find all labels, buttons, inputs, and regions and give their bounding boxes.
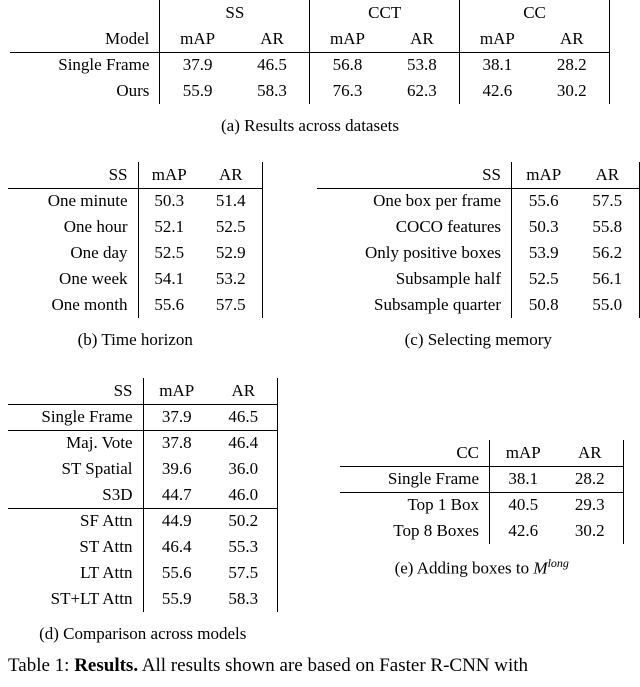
column-header: mAP bbox=[310, 26, 385, 52]
group-header-row bbox=[10, 0, 610, 26]
table-row bbox=[8, 266, 262, 292]
cell-value: 53.9 bbox=[512, 240, 576, 266]
cell-value: 56.1 bbox=[576, 266, 640, 292]
section-table-d bbox=[8, 378, 278, 644]
row-label: One minute bbox=[47, 191, 128, 211]
table-row bbox=[317, 240, 640, 266]
table-row bbox=[8, 214, 262, 240]
cell-value: 46.0 bbox=[210, 482, 277, 508]
cell-value: 44.9 bbox=[143, 508, 210, 534]
group-header: CC bbox=[460, 0, 610, 26]
table-row bbox=[8, 456, 277, 482]
cell-value: 55.6 bbox=[143, 560, 210, 586]
column-header-row bbox=[340, 440, 624, 466]
caption-bold-word: Results. bbox=[74, 655, 139, 676]
cell-value: 40.5 bbox=[490, 492, 557, 518]
table-row bbox=[8, 586, 277, 612]
label-header: SS bbox=[8, 378, 143, 404]
row-label: COCO features bbox=[395, 217, 501, 236]
group-header: CCT bbox=[310, 0, 460, 26]
section-table-e bbox=[340, 440, 625, 644]
table-row bbox=[10, 52, 610, 78]
cell-value: 44.7 bbox=[143, 482, 210, 508]
table-row bbox=[8, 560, 277, 586]
cell-value: 58.3 bbox=[210, 586, 277, 612]
cell-value: 46.5 bbox=[210, 404, 277, 430]
row-label: ST+LT Attn bbox=[50, 589, 133, 608]
cell-value: 42.6 bbox=[460, 78, 535, 104]
cell-value: 55.6 bbox=[512, 188, 576, 214]
cell-value: 57.5 bbox=[200, 292, 262, 318]
results-table-a bbox=[10, 0, 610, 104]
row-label: One week bbox=[59, 269, 128, 288]
table-row bbox=[8, 188, 262, 214]
group-header: SS bbox=[160, 0, 310, 26]
row-label: Top 1 Box bbox=[407, 495, 479, 515]
row-label: One box per frame bbox=[373, 191, 501, 211]
cell-value: 50.8 bbox=[512, 292, 576, 318]
cell-value: 58.3 bbox=[257, 81, 287, 100]
label-header: SS bbox=[8, 162, 138, 188]
column-header-row bbox=[317, 162, 640, 188]
table-row bbox=[8, 482, 277, 508]
cell-value: 28.2 bbox=[557, 466, 624, 492]
cell-value: 38.1 bbox=[460, 52, 535, 78]
column-header: AR bbox=[576, 162, 640, 188]
cell-value: 30.2 bbox=[535, 78, 610, 104]
row-label: Single Frame bbox=[58, 55, 150, 75]
cell-value: 50.3 bbox=[512, 214, 576, 240]
column-header: AR bbox=[385, 26, 460, 52]
table-e-caption bbox=[340, 556, 625, 579]
main-table-caption bbox=[0, 654, 640, 678]
section-table-a bbox=[10, 0, 610, 136]
table-row bbox=[340, 492, 624, 518]
row-label: Only positive boxes bbox=[365, 243, 501, 262]
cell-value: 55.9 bbox=[143, 586, 210, 612]
cell-value: 57.5 bbox=[210, 560, 277, 586]
cell-value: 51.4 bbox=[200, 188, 262, 214]
row-label: S3D bbox=[8, 482, 143, 508]
label-header: Model bbox=[10, 26, 160, 52]
section-table-b bbox=[8, 162, 263, 350]
row-label: One month bbox=[51, 295, 128, 314]
table-row bbox=[8, 534, 277, 560]
column-header: mAP bbox=[460, 26, 535, 52]
table-row bbox=[8, 508, 277, 534]
row-label: Ours bbox=[116, 81, 150, 100]
caption-text: (e) Adding boxes to bbox=[394, 558, 534, 578]
cell-value: 52.1 bbox=[138, 214, 200, 240]
column-header: mAP bbox=[512, 162, 576, 188]
caption-rest: All results shown are based on Faster R-CNN with bbox=[138, 655, 529, 676]
column-header: AR bbox=[200, 162, 262, 188]
table-row bbox=[8, 240, 262, 266]
table-row bbox=[317, 266, 640, 292]
cell-value: 53.8 bbox=[407, 55, 437, 75]
cell-value: 28.2 bbox=[535, 52, 610, 78]
cell-value: 52.5 bbox=[200, 214, 262, 240]
cell-value: 50.3 bbox=[138, 188, 200, 214]
row-label: Single Frame bbox=[8, 404, 143, 430]
table-row bbox=[317, 188, 640, 214]
cell-value: 55.0 bbox=[576, 292, 640, 318]
column-header: mAP bbox=[490, 440, 557, 466]
cell-value: 76.3 bbox=[310, 78, 385, 104]
column-header: AR bbox=[235, 26, 310, 52]
row-label: ST Attn bbox=[79, 537, 133, 556]
cell-value: 46.5 bbox=[257, 55, 287, 75]
column-header-row bbox=[10, 26, 610, 52]
row-label: Subsample quarter bbox=[374, 295, 501, 314]
column-header-row bbox=[8, 162, 262, 188]
column-header: AR bbox=[535, 26, 610, 52]
column-header: AR bbox=[210, 378, 277, 404]
results-table-c bbox=[317, 162, 640, 318]
cell-value: 46.4 bbox=[210, 430, 277, 456]
cell-value: 52.5 bbox=[138, 240, 200, 266]
cell-value: 52.9 bbox=[200, 240, 262, 266]
cell-value: 37.9 bbox=[160, 52, 235, 78]
cell-value: 38.1 bbox=[490, 466, 557, 492]
results-table-e bbox=[340, 440, 625, 544]
math-superscript-long: long bbox=[547, 556, 569, 570]
cell-value: 62.3 bbox=[407, 81, 437, 100]
cell-value: 36.0 bbox=[210, 456, 277, 482]
table-d-caption: (d) Comparison across models bbox=[39, 624, 247, 643]
row-label: Subsample half bbox=[395, 269, 501, 288]
label-header: SS bbox=[317, 162, 512, 188]
table-row bbox=[8, 430, 277, 456]
cell-value: 37.8 bbox=[143, 430, 210, 456]
table-row bbox=[340, 518, 624, 544]
table-row bbox=[8, 404, 277, 430]
row-label: Top 8 Boxes bbox=[393, 521, 479, 540]
cell-value: 30.2 bbox=[557, 518, 624, 544]
row-label: ST Spatial bbox=[61, 459, 133, 478]
row-tables-b-c bbox=[0, 162, 640, 350]
label-header: CC bbox=[340, 440, 490, 466]
results-table-b bbox=[8, 162, 263, 318]
table-row bbox=[317, 292, 640, 318]
table-c-caption: (c) Selecting memory bbox=[404, 330, 552, 349]
cell-value: 55.9 bbox=[160, 78, 235, 104]
cell-value: 37.9 bbox=[143, 404, 210, 430]
cell-value: 29.3 bbox=[557, 492, 624, 518]
cell-value: 56.8 bbox=[310, 52, 385, 78]
row-label: One hour bbox=[63, 217, 128, 236]
cell-value: 39.6 bbox=[143, 456, 210, 482]
cell-value: 55.3 bbox=[210, 534, 277, 560]
cell-value: 56.2 bbox=[576, 240, 640, 266]
column-header-row bbox=[8, 378, 277, 404]
section-table-c bbox=[317, 162, 640, 350]
column-header: mAP bbox=[138, 162, 200, 188]
table-row bbox=[8, 292, 262, 318]
table-row bbox=[340, 466, 624, 492]
caption-prefix: Table 1: bbox=[8, 655, 75, 676]
results-table-d bbox=[8, 378, 278, 612]
cell-value: 52.5 bbox=[512, 266, 576, 292]
row-tables-d-e bbox=[0, 378, 640, 644]
cell-value: 57.5 bbox=[576, 188, 640, 214]
row-label: SF Attn bbox=[80, 511, 133, 531]
column-header: mAP bbox=[160, 26, 235, 52]
column-header: mAP bbox=[143, 378, 210, 404]
cell-value: 55.6 bbox=[138, 292, 200, 318]
row-label: Single Frame bbox=[340, 466, 490, 492]
row-label: LT Attn bbox=[80, 563, 133, 582]
cell-value: 42.6 bbox=[490, 518, 557, 544]
cell-value: 55.8 bbox=[576, 214, 640, 240]
cell-value: 54.1 bbox=[138, 266, 200, 292]
empty-corner-cell bbox=[10, 0, 160, 26]
table-row bbox=[317, 214, 640, 240]
row-label: One day bbox=[70, 243, 128, 262]
table-row bbox=[10, 78, 610, 104]
cell-value: 53.2 bbox=[200, 266, 262, 292]
table-b-caption: (b) Time horizon bbox=[77, 330, 193, 349]
math-symbol-M: M bbox=[533, 558, 548, 578]
column-header: AR bbox=[557, 440, 624, 466]
row-label: Maj. Vote bbox=[66, 433, 133, 453]
table-a-caption: (a) Results across datasets bbox=[221, 116, 399, 135]
cell-value: 46.4 bbox=[143, 534, 210, 560]
cell-value: 50.2 bbox=[210, 508, 277, 534]
